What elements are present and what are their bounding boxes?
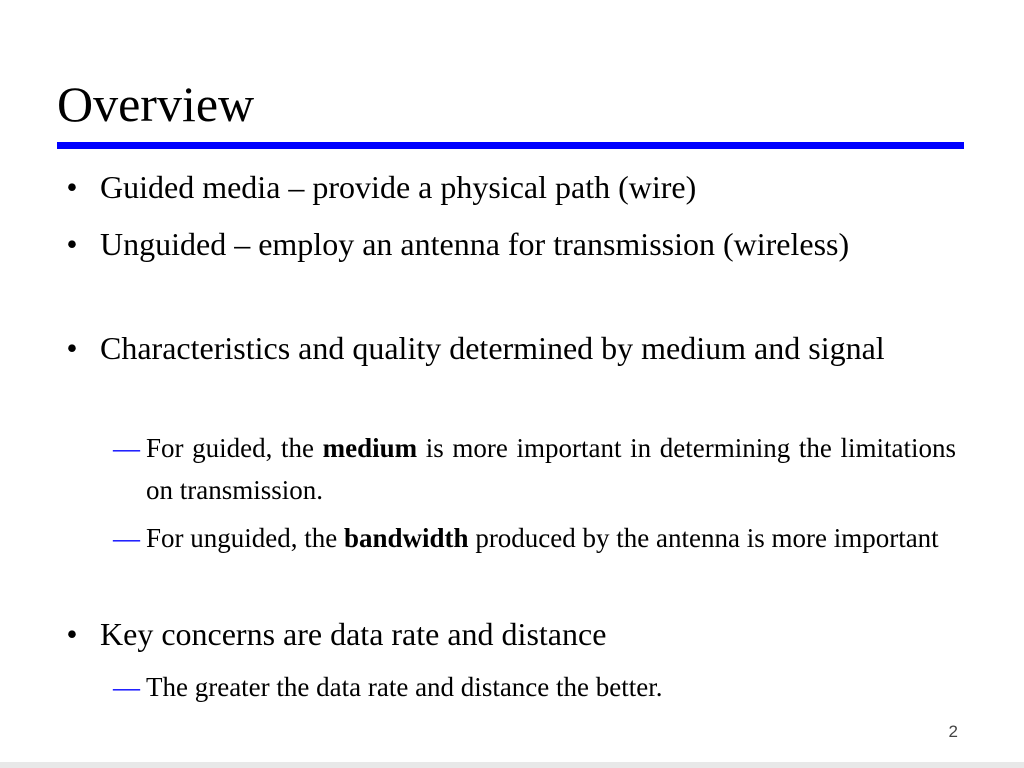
sub-item-data-rate (113, 666, 956, 708)
bullet-item-1 (57, 163, 955, 211)
sub-text-part: produced by the antenna is more important (468, 523, 939, 553)
sub-item-guided (113, 427, 956, 511)
bullet-text: Characteristics and quality determined by medium and signal (100, 330, 885, 366)
bullet-item-3 (57, 324, 955, 372)
bullet-text: Unguided – employ an antenna for transmission (wireless) (100, 226, 850, 262)
sub-item-text: The greater the data rate and distance the better. (146, 672, 663, 702)
bottom-divider (0, 762, 1024, 768)
sub-text-part: For unguided, the (146, 523, 344, 553)
sub-text-part: For guided, the (146, 433, 323, 463)
bullet-marker: • (66, 330, 78, 366)
bullet-item-4 (57, 610, 955, 658)
emphasis-bandwidth: bandwidth (343, 523, 469, 553)
bullet-marker: • (66, 616, 78, 652)
sub-text-part: is more important in determining the limitations on transmission. (146, 433, 957, 505)
page-number: 2 (948, 722, 958, 741)
bullet-text: Guided media – provide a physical path (wire) (100, 169, 697, 205)
sub-item-text (146, 427, 956, 511)
slide-title: Overview (57, 76, 255, 132)
title-divider (57, 142, 964, 149)
bullet-marker: • (66, 226, 78, 262)
bullet-text: Key concerns are data rate and distance (100, 616, 607, 652)
bullet-marker: • (66, 169, 78, 205)
sub-item-text (146, 517, 956, 559)
bullet-item-2 (57, 220, 955, 268)
dash-marker: — (113, 433, 140, 463)
dash-marker: — (113, 523, 140, 553)
sub-item-unguided (113, 517, 956, 559)
emphasis-medium: medium (322, 433, 418, 463)
dash-marker: — (113, 672, 140, 702)
